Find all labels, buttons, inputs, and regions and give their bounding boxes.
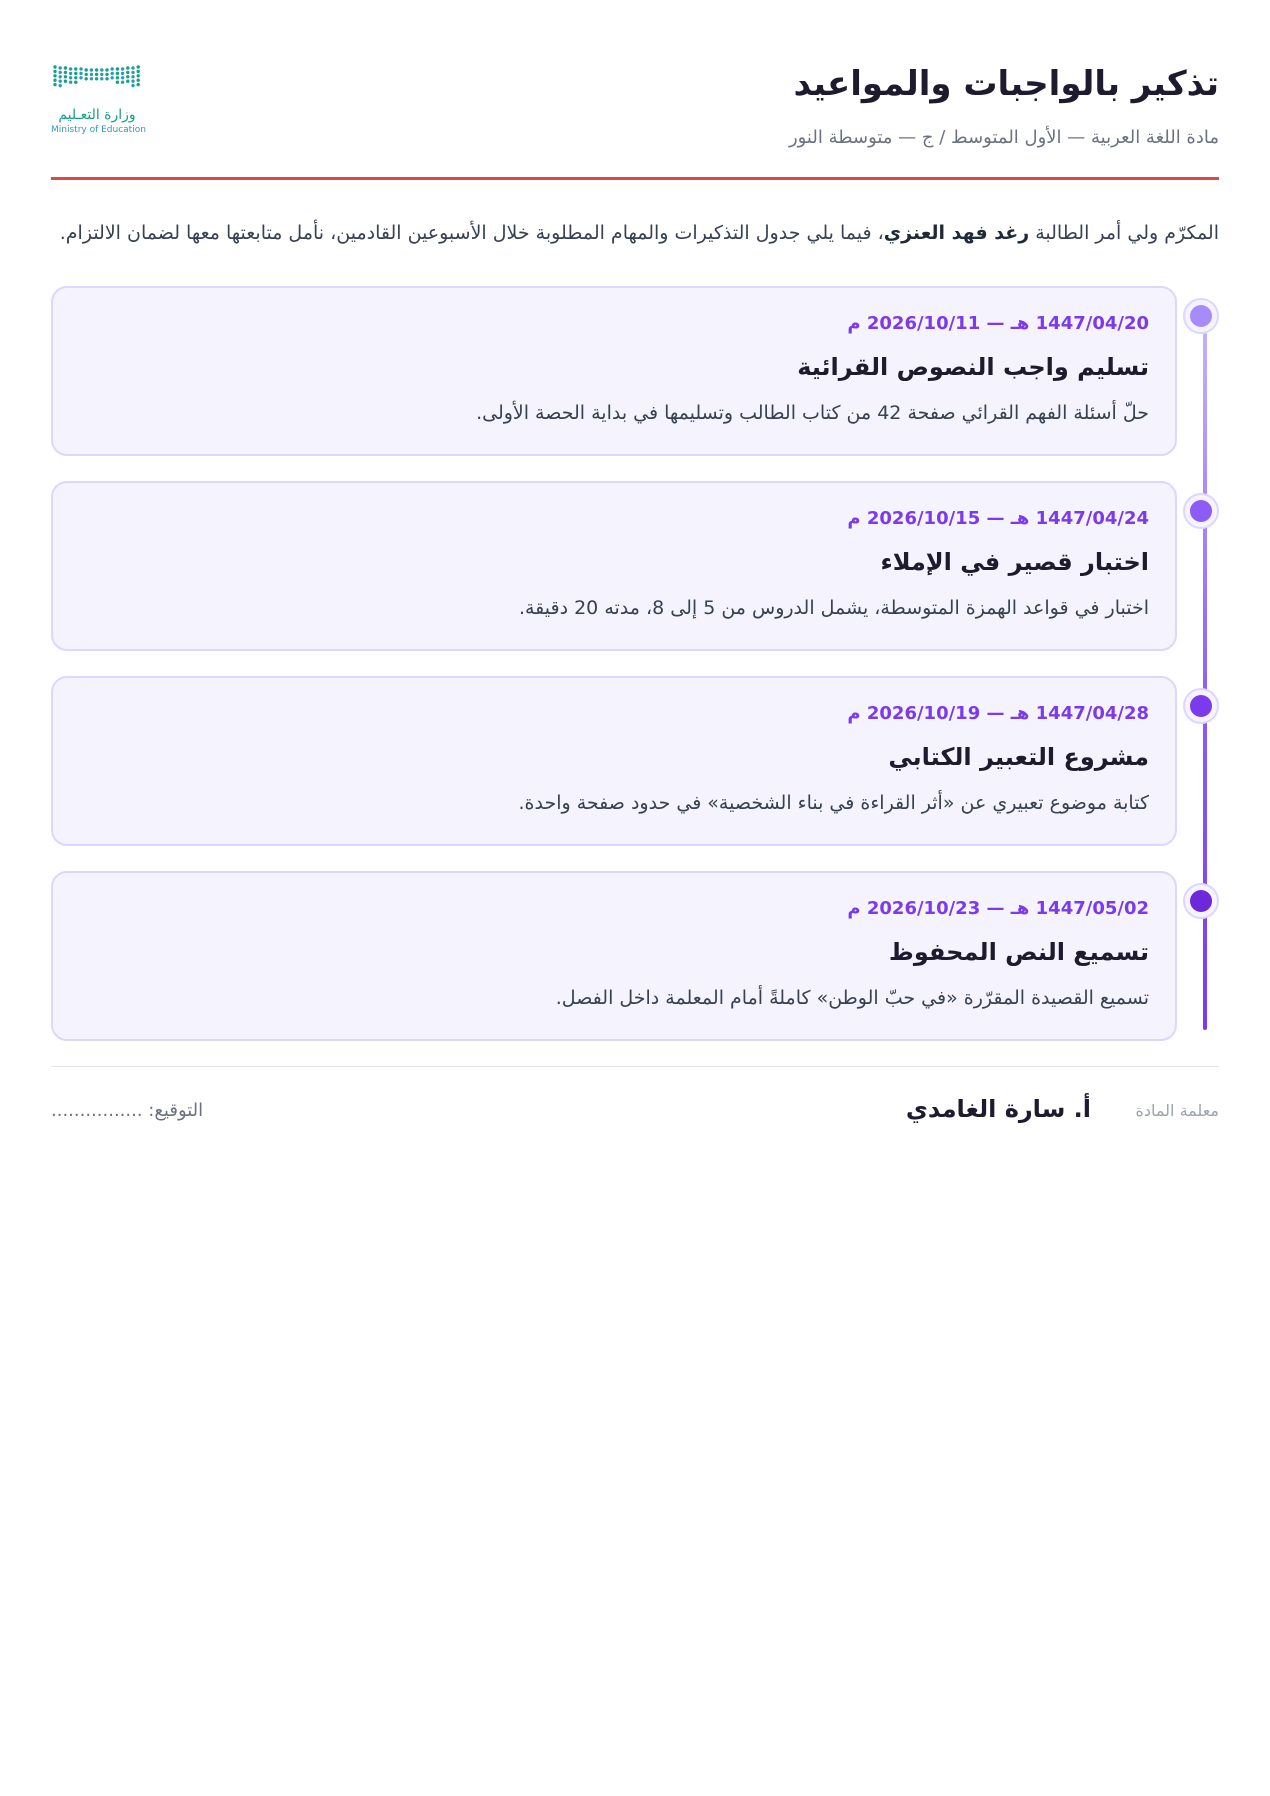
ministry-logo-dots-icon [51, 64, 143, 104]
logo-dot [59, 75, 62, 78]
logo-dot [121, 67, 124, 70]
event-title: اختبار قصير في الإملاء [880, 548, 1149, 576]
logo-dot [64, 66, 67, 69]
logo-dot [116, 67, 119, 70]
event-description: اختبار في قواعد الهمزة المتوسطة، يشمل الدروس من 5 إلى 8، مدته 20 دقيقة. [518, 597, 1149, 619]
logo-dot [59, 71, 62, 74]
logo-dot [116, 72, 119, 75]
logo-dot [111, 67, 114, 70]
ministry-logo-text-en: Ministry of Education [51, 125, 146, 135]
event-card [51, 286, 1177, 456]
logo-dot [137, 79, 140, 82]
logo-dot [100, 73, 103, 76]
logo-dot [131, 80, 134, 83]
logo-dot [116, 76, 119, 79]
student-name: رغد فهد العنزي [883, 222, 1030, 244]
logo-dot [64, 75, 67, 78]
logo-dot [131, 66, 134, 69]
page-subtitle: مادة اللغة العربية — الأول المتوسط / ج — متوسطة النور [788, 127, 1219, 148]
logo-dot [53, 79, 56, 82]
event-card [51, 481, 1177, 651]
signature-line: التوقيع: ................ [51, 1100, 204, 1121]
timeline-dot-icon [1183, 493, 1219, 529]
logo-dot [111, 72, 114, 75]
teacher-role: معلمة المادة [1135, 1101, 1219, 1120]
ministry-logo-text-ar: وزارة التعـليم [58, 107, 136, 123]
timeline-event [51, 676, 1219, 846]
logo-dot [105, 68, 108, 71]
logo-dot [59, 80, 62, 83]
logo-dot [59, 84, 62, 87]
intro-prefix: المكرّم ولي أمر الطالبة [1029, 222, 1219, 244]
logo-dot [85, 68, 88, 71]
header-divider [51, 177, 1219, 180]
intro-paragraph [51, 214, 1219, 252]
event-date: 1447/04/28 هـ — 2026/10/19 م [847, 703, 1149, 724]
timeline-event [51, 871, 1219, 1041]
event-description: حلّ أسئلة الفهم القرائي صفحة 42 من كتاب الطالب وتسليمها في بداية الحصة الأولى. [476, 402, 1149, 424]
event-title: مشروع التعبير الكتابي [888, 743, 1149, 771]
event-description: تسميع القصيدة المقرّرة «في حبّ الوطن» كاملةً أمام المعلمة داخل الفصل. [555, 987, 1149, 1009]
logo-dot [111, 76, 114, 79]
logo-dot [53, 70, 56, 73]
event-title: تسليم واجب النصوص القرائية [797, 353, 1149, 381]
logo-dot [126, 66, 129, 69]
event-date: 1447/05/02 هـ — 2026/10/23 م [847, 898, 1149, 919]
logo-dot [69, 72, 72, 75]
logo-dot [74, 76, 77, 79]
logo-dot [137, 83, 140, 86]
logo-dot [90, 68, 93, 71]
logo-dot [121, 72, 124, 75]
logo-dot [64, 71, 67, 74]
event-description: كتابة موضوع تعبيري عن «أثر القراءة في بناء الشخصية» في حدود صفحة واحدة. [518, 792, 1149, 814]
logo-dot [126, 71, 129, 74]
logo-dot [137, 70, 140, 73]
document-footer [51, 1067, 1219, 1147]
logo-dot [121, 81, 124, 84]
event-date: 1447/04/24 هـ — 2026/10/15 م [847, 508, 1149, 529]
event-card [51, 871, 1177, 1041]
logo-dot [137, 74, 140, 77]
logo-dot [74, 81, 77, 84]
logo-dot [69, 67, 72, 70]
logo-dot [137, 65, 140, 68]
event-title: تسميع النص المحفوظ [888, 938, 1149, 966]
logo-dot [131, 71, 134, 74]
logo-dot [105, 73, 108, 76]
timeline-dot-icon [1183, 883, 1219, 919]
timeline-event [51, 286, 1219, 456]
logo-dot [100, 77, 103, 80]
ministry-logo [51, 64, 147, 140]
document-header [51, 0, 1219, 180]
logo-dot [79, 76, 82, 79]
logo-dot [90, 77, 93, 80]
logo-dot [116, 81, 119, 84]
timeline-event [51, 481, 1219, 651]
logo-dot [53, 65, 56, 68]
logo-dot [95, 73, 98, 76]
logo-dot [64, 80, 67, 83]
logo-dot [53, 83, 56, 86]
teacher-name: أ. سارة الغامدي [905, 1095, 1091, 1123]
logo-dot [74, 67, 77, 70]
logo-dot [85, 73, 88, 76]
events-timeline [51, 286, 1219, 1041]
logo-dot [131, 75, 134, 78]
page-title: تذكير بالواجبات والمواعيد [793, 64, 1219, 104]
logo-dot [53, 74, 56, 77]
logo-dot [100, 68, 103, 71]
logo-dot [79, 72, 82, 75]
logo-dot [126, 75, 129, 78]
logo-dot [90, 73, 93, 76]
event-date: 1447/04/20 هـ — 2026/10/11 م [847, 313, 1149, 334]
logo-dot [74, 72, 77, 75]
timeline-dot-icon [1183, 688, 1219, 724]
logo-dot [95, 68, 98, 71]
logo-dot [69, 76, 72, 79]
intro-suffix: ، فيما يلي جدول التذكيرات والمهام المطلوبة خلال الأسبوعين القادمين، نأمل متابعتها معها لضمان الالتزام. [59, 222, 884, 244]
logo-dot [59, 66, 62, 69]
logo-dot [121, 76, 124, 79]
event-card [51, 676, 1177, 846]
timeline-dot-icon [1183, 298, 1219, 334]
logo-dot [131, 84, 134, 87]
logo-dot [85, 77, 88, 80]
logo-dot [69, 81, 72, 84]
logo-dot [95, 77, 98, 80]
logo-dot [79, 67, 82, 70]
logo-dot [126, 80, 129, 83]
logo-dot [105, 77, 108, 80]
